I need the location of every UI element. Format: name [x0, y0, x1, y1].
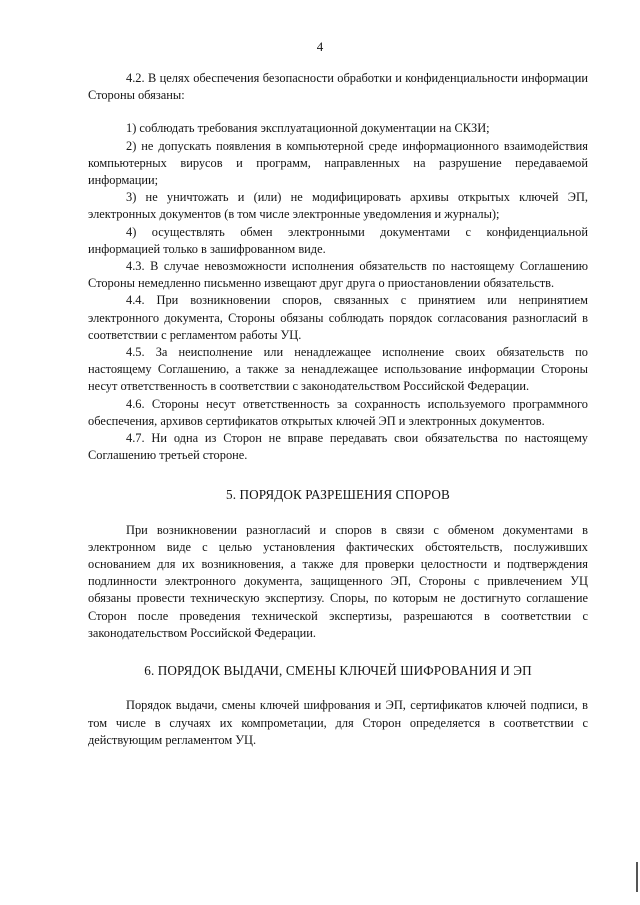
clause-4-4: 4.4. При возникновении споров, связанных с принятием или непринятием электронного документа, Стороны обязаны соблюдать порядок согласования разногласий в соответствии с регламентом работы УЦ.	[88, 293, 588, 342]
clause-4-5: 4.5. За неисполнение или ненадлежащее исполнение своих обязательств по настоящему Соглашению, а также за ненадлежащее использование информации Стороны несут ответственность в соответствии с законодательством Российской Федерации.	[88, 345, 588, 394]
document-body	[88, 70, 588, 749]
section-6-heading: 6. ПОРЯДОК ВЫДАЧИ, СМЕНЫ КЛЮЧЕЙ ШИФРОВАНИЯ И ЭП	[144, 663, 532, 679]
section-6-text: Порядок выдачи, смены ключей шифрования и ЭП, сертификатов ключей подписи, в том числе в случаях их компрометации, для Сторон определяется в соответствии с действующим регламентом УЦ.	[88, 698, 588, 747]
clause-4-2-item-4: 4) осуществлять обмен электронными документами с конфиденциальной информацией только в зашифрованном виде.	[88, 224, 588, 256]
clause-4-7: 4.7. Ни одна из Сторон не вправе передавать свои обязательства по настоящему Соглашению третьей стороне.	[88, 431, 588, 463]
clause-4-6: 4.6. Стороны несут ответственность за сохранность используемого программного обеспечения, архивов сертификатов открытых ключей ЭП и электронных документов.	[88, 396, 588, 428]
page-number: 4	[316, 39, 324, 54]
clause-4-2: 4.2. В целях обеспечения безопасности обработки и конфиденциальности информации Стороны обязаны:	[88, 71, 588, 103]
scan-edge-mark	[636, 862, 638, 892]
section-5-heading: 5. ПОРЯДОК РАЗРЕШЕНИЯ СПОРОВ	[226, 487, 450, 503]
section-5-text: При возникновении разногласий и споров в связи с обменом документами в электронном виде с целью установления фактических обстоятельств, послуживших основанием для их возникновения, а также для проверки целостности и подтверждения подлинности электронного документа, защищенного ЭП, Стороны с привлечением УЦ обязаны провести техническую экспертизу. Споры, по которым не достигнуто соглашение Сторон после проведения технической экспертизы, разрешаются в соответствии с законодательством Российской Федерации.	[88, 522, 588, 640]
clause-4-3: 4.3. В случае невозможности исполнения обязательств по настоящему Соглашению Стороны немедленно письменно извещают друг друга о приостановлении обязательств.	[88, 259, 588, 291]
clause-4-2-item-1: 1) соблюдать требования эксплуатационной документации на СКЗИ;	[126, 121, 490, 136]
clause-4-2-item-2: 2) не допускать появления в компьютерной среде информационного взаимодействия компьютерных вирусов и программ, направленных на разрушение передаваемой информации;	[88, 138, 588, 188]
clause-4-2-item-3: 3) не уничтожать и (или) не модифицировать архивы открытых ключей ЭП, электронных документов (в том числе электронные уведомления и журналы);	[88, 190, 588, 222]
